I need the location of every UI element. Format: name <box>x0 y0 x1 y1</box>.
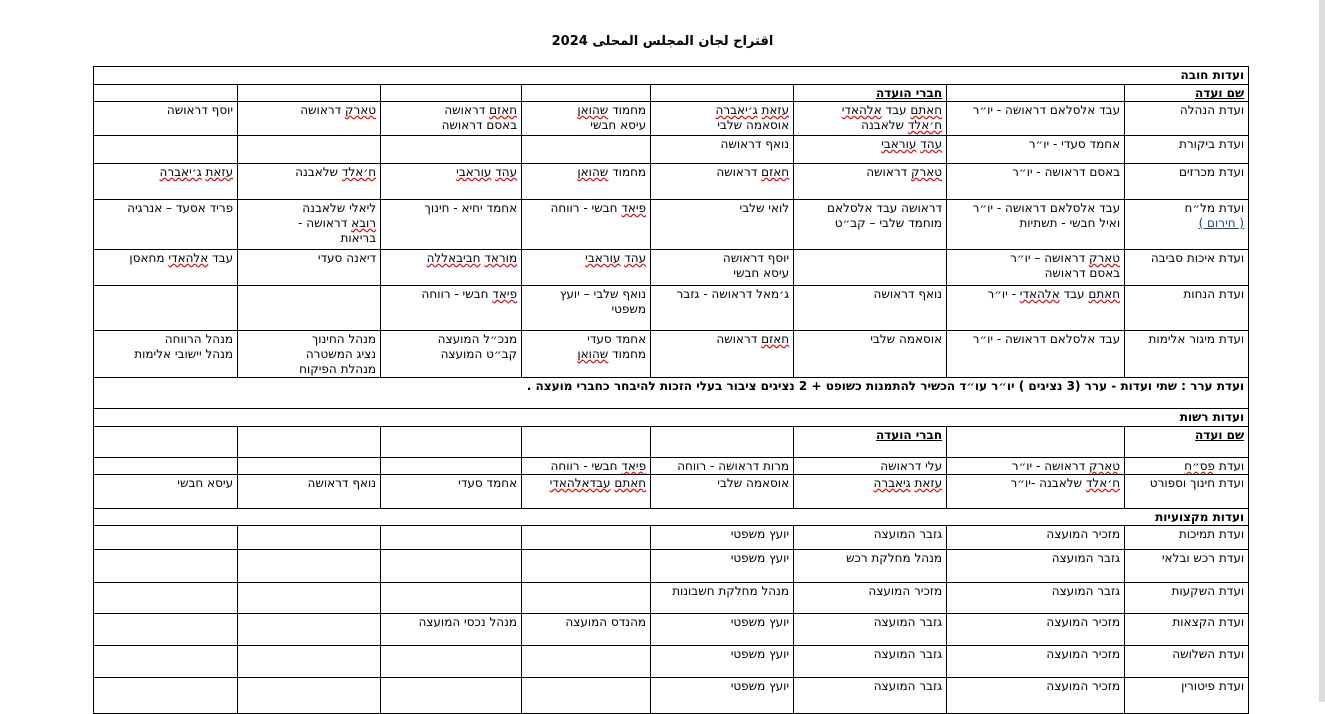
committee-member-cell <box>238 614 381 646</box>
committee-member-cell: טארק דראושה – יו״ר באסם דראושה <box>947 250 1125 286</box>
committee-member-cell: אחמד סעדי מחמוד שהואן <box>522 331 651 378</box>
committee-member-cell: לואי שלבי <box>651 200 794 250</box>
committee-member-cell: יוסף דראושה עיסא חבשי <box>651 250 794 286</box>
committee-name: ועדת פיטורין <box>1125 678 1249 714</box>
committee-member-cell <box>522 646 651 678</box>
committee-member-cell: מנהל נכסי המועצה <box>381 614 522 646</box>
committees-table <box>93 66 1249 714</box>
committee-member-cell: מזכיר המועצה <box>794 583 947 614</box>
committee-member-cell: מנהל הרווחה מנהל יישובי אלימות <box>94 331 238 378</box>
committee-row <box>94 526 1249 550</box>
committee-member-cell: גזבר המועצה <box>794 526 947 550</box>
committee-member-cell <box>522 136 651 164</box>
committee-member-cell: דיאנה סעדי <box>238 250 381 286</box>
committee-member-cell: גזבר המועצה <box>947 583 1125 614</box>
committee-member-cell: נואף דראושה <box>238 475 381 509</box>
committee-member-cell <box>381 458 522 475</box>
committee-member-cell <box>238 583 381 614</box>
committee-row <box>94 136 1249 164</box>
committee-member-cell: טארק דראושה <box>794 164 947 200</box>
committee-member-cell: מזכיר המועצה <box>947 526 1125 550</box>
committee-member-cell: ח׳אלד שלאבנה -יו״ר <box>947 475 1125 509</box>
section-optional-row <box>94 409 1249 427</box>
committee-row <box>94 286 1249 331</box>
committee-member-cell: חאתם עבדאלהאדי <box>522 475 651 509</box>
committee-name: ועדת חינוך וספורט <box>1125 475 1249 509</box>
committee-member-cell <box>94 583 238 614</box>
committee-member-cell: עזאת ג׳יאברה <box>94 164 238 200</box>
committee-member-cell: חאתם עבד אלהאדי ח׳אלד שלאבנה <box>794 102 947 136</box>
committee-member-cell: אוסאמה שלבי <box>651 475 794 509</box>
committee-row <box>94 458 1249 475</box>
committee-member-cell: יועץ משפטי <box>651 526 794 550</box>
committee-member-cell: עהד עוראבי <box>381 164 522 200</box>
committee-member-cell: יוסף דראושה <box>94 102 238 136</box>
committee-member-cell <box>381 678 522 714</box>
header-committee-name: שם ועדה <box>1125 427 1249 458</box>
committee-name: ועדת השלושה <box>1125 646 1249 678</box>
committee-member-cell: עלי דראושה <box>794 458 947 475</box>
header-spacer <box>947 427 1125 458</box>
committee-member-cell: עבד אלהאדי מחאסן <box>94 250 238 286</box>
committee-member-cell <box>238 136 381 164</box>
committee-name: ועדת הנחות <box>1125 286 1249 331</box>
committee-member-cell <box>381 136 522 164</box>
committee-row <box>94 331 1249 378</box>
committee-member-cell <box>94 646 238 678</box>
committee-member-cell <box>94 526 238 550</box>
committee-member-cell <box>94 614 238 646</box>
header-committee-members: חברי הועדה <box>794 85 947 102</box>
committee-member-cell: עיסא חבשי <box>94 475 238 509</box>
committee-row <box>94 614 1249 646</box>
committee-row <box>94 583 1249 614</box>
document-title <box>0 34 1325 49</box>
committee-member-cell: יועץ משפטי <box>651 550 794 583</box>
committee-member-cell <box>522 550 651 583</box>
committee-member-cell <box>94 286 238 331</box>
committee-name: ועדת פס״ח <box>1125 458 1249 475</box>
committee-member-cell <box>94 550 238 583</box>
header-empty-cell <box>522 427 651 458</box>
committee-member-cell: עזאת גיאברה <box>794 475 947 509</box>
committee-row <box>94 250 1249 286</box>
committee-member-cell: פיאד חבשי - רווחה <box>522 200 651 250</box>
committee-member-cell <box>381 646 522 678</box>
header-committee-name: שם ועדה <box>1125 85 1249 102</box>
committee-member-cell: מרות דראושה - רווחה <box>651 458 794 475</box>
appeals-committee-note: ועדת ערר : שתי ועדות - ערר (3 נציגים ) יו״ר עו״ד הכשיר להתמנות כשופט + 2 נציגים ציבור בעלי הזכות להיבחר כחברי מועצה . <box>94 378 1249 409</box>
committee-member-cell <box>381 526 522 550</box>
committee-member-cell <box>381 583 522 614</box>
committee-member-cell: נואף דראושה <box>794 286 947 331</box>
column-header-row <box>94 427 1249 458</box>
committee-member-cell: נואף דראושה <box>651 136 794 164</box>
committee-member-cell: מנהל מחלקת חשבונות <box>651 583 794 614</box>
section-professional-row <box>94 509 1249 526</box>
committee-name: ועדת מכרזים <box>1125 164 1249 200</box>
header-empty-cell <box>651 427 794 458</box>
committees-document <box>93 66 1248 714</box>
committee-member-cell: חאזם דראושה <box>651 164 794 200</box>
section-optional: ועדות רשות <box>94 409 1249 427</box>
committee-member-cell <box>238 458 381 475</box>
committee-member-cell <box>522 526 651 550</box>
committee-member-cell: עבד אלסלאם דראושה - יו״ר <box>947 331 1125 378</box>
column-header-row <box>94 85 1249 102</box>
committee-member-cell: מנכ״ל המועצה קב״ט המועצה <box>381 331 522 378</box>
committee-member-cell: מזכיר המועצה <box>947 678 1125 714</box>
header-empty-cell <box>238 427 381 458</box>
committee-member-cell: יועץ משפטי <box>651 646 794 678</box>
committee-row <box>94 200 1249 250</box>
committee-name: ועדת מיגור אלימות <box>1125 331 1249 378</box>
header-empty-cell <box>522 85 651 102</box>
header-committee-members: חברי הועדה <box>794 427 947 458</box>
committee-member-cell <box>94 678 238 714</box>
committee-member-cell <box>381 550 522 583</box>
committee-member-cell: חאזם דראושה באסם דראושה <box>381 102 522 136</box>
committee-member-cell <box>238 678 381 714</box>
header-empty-cell <box>651 85 794 102</box>
committee-member-cell: ג׳מאל דראושה - גזבר <box>651 286 794 331</box>
committee-row <box>94 475 1249 509</box>
header-empty-cell <box>94 427 238 458</box>
committee-name: ועדת רכש ובלאי <box>1125 550 1249 583</box>
section-mandatory-row <box>94 67 1249 85</box>
committee-member-cell: מנהל החינוך נציג המשטרה מנהלת הפיקוח <box>238 331 381 378</box>
committee-member-cell: מזכיר המועצה <box>947 646 1125 678</box>
committee-member-cell: באסם דראושה - יו״ר <box>947 164 1125 200</box>
committee-member-cell: נואף שלבי – יועץ משפטי <box>522 286 651 331</box>
committee-member-cell: מחמוד שהואן עיסא חבשי <box>522 102 651 136</box>
committee-name: ועדת השקעות <box>1125 583 1249 614</box>
committee-member-cell: אחמד סעדי <box>381 475 522 509</box>
header-empty-cell <box>381 85 522 102</box>
committee-member-cell: מחמוד שהואן <box>522 164 651 200</box>
committee-member-cell <box>522 678 651 714</box>
committee-name: ועדת הקצאות <box>1125 614 1249 646</box>
document-title-text: اقتراح لجان المجلس المحلى 2024 <box>551 34 774 49</box>
committee-member-cell <box>94 458 238 475</box>
committee-member-cell <box>238 550 381 583</box>
committee-member-cell: מנהל מחלקת רכש <box>794 550 947 583</box>
committee-member-cell: גזבר המועצה <box>794 614 947 646</box>
header-empty-cell <box>238 85 381 102</box>
header-spacer <box>947 85 1125 102</box>
committee-member-cell <box>522 583 651 614</box>
committee-member-cell: מזכיר המועצה <box>947 614 1125 646</box>
committee-row <box>94 678 1249 714</box>
committee-member-cell: גזבר המועצה <box>947 550 1125 583</box>
committee-member-cell: יועץ משפטי <box>651 614 794 646</box>
committee-member-cell <box>238 526 381 550</box>
committee-member-cell <box>238 286 381 331</box>
committee-member-cell: אוסאמה שלבי <box>794 331 947 378</box>
committee-member-cell: פיאד חבשי - רווחה <box>522 458 651 475</box>
committee-member-cell: עבד אלסלאם דראושה - יו״ר <box>947 102 1125 136</box>
committee-member-cell: טארק דראושה <box>238 102 381 136</box>
header-empty-cell <box>94 85 238 102</box>
committee-name: ועדת איכות סביבה <box>1125 250 1249 286</box>
committee-member-cell: עבד אלסלאם דראושה - יו״ר ואיל חבשי - תשתיות <box>947 200 1125 250</box>
committee-row <box>94 646 1249 678</box>
committee-member-cell: עזאת ג׳יאברה אוסאמה שלבי <box>651 102 794 136</box>
committee-member-cell: אחמד סעדי - יו״ר <box>947 136 1125 164</box>
committee-name: ועדת ביקורת <box>1125 136 1249 164</box>
section-mandatory: ועדות חובה <box>94 67 1249 85</box>
committee-member-cell: יועץ משפטי <box>651 678 794 714</box>
committee-member-cell: מוראד חביבאללה <box>381 250 522 286</box>
appeals-committee-note-row <box>94 378 1249 409</box>
committee-row <box>94 164 1249 200</box>
committee-member-cell: גזבר המועצה <box>794 678 947 714</box>
committee-member-cell <box>238 646 381 678</box>
committee-member-cell <box>94 136 238 164</box>
header-empty-cell <box>381 427 522 458</box>
committee-member-cell: פיאד חבשי - רווחה <box>381 286 522 331</box>
committee-member-cell: פריד אסעד – אנרגיה <box>94 200 238 250</box>
committee-member-cell: ליאלי שלאבנה רובא דראושה - בריאות <box>238 200 381 250</box>
committee-row <box>94 550 1249 583</box>
committee-member-cell: חאתם עבד אלהאדי - יו״ר <box>947 286 1125 331</box>
committee-member-cell: עהד עוראבי <box>522 250 651 286</box>
page-scroll-edge <box>1319 0 1325 702</box>
committee-member-cell: טארק דראושה - יו״ר <box>947 458 1125 475</box>
committee-member-cell: אחמד יחיא - חינוך <box>381 200 522 250</box>
committee-row <box>94 102 1249 136</box>
committee-member-cell: דראושה עבד אלסלאם מוחמד שלבי – קב״ט <box>794 200 947 250</box>
section-professional: ועדות מקצועיות <box>94 509 1249 526</box>
committee-member-cell: גזבר המועצה <box>794 646 947 678</box>
committee-name: ועדת תמיכות <box>1125 526 1249 550</box>
committee-name: ועדת מל״ח ( חירום ) <box>1125 200 1249 250</box>
committee-member-cell: מהנדס המועצה <box>522 614 651 646</box>
committee-member-cell: חאזם דראושה <box>651 331 794 378</box>
committee-member-cell: ח׳אלד שלאבנה <box>238 164 381 200</box>
committee-name: ועדת הנהלה <box>1125 102 1249 136</box>
committee-member-cell <box>794 250 947 286</box>
committee-member-cell: עהד עוראבי <box>794 136 947 164</box>
